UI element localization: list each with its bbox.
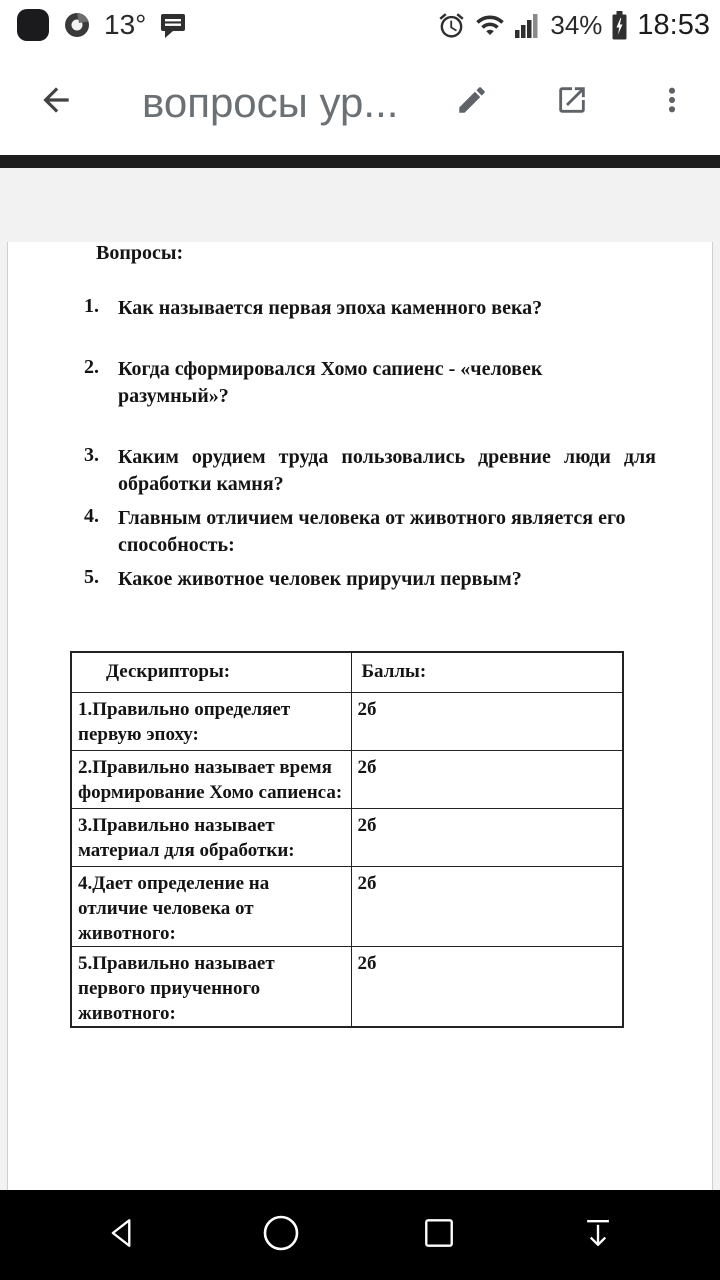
- table-row: [71, 866, 623, 946]
- more-vert-icon: [656, 84, 688, 121]
- points-cell: 2б: [351, 946, 623, 1027]
- nav-home-icon: [259, 1211, 303, 1260]
- alarm-icon: [437, 11, 466, 40]
- question-text: Какое животное человек приручил первым?: [118, 568, 522, 590]
- header-points: Баллы:: [351, 652, 623, 692]
- back-arrow-icon: [37, 81, 75, 124]
- question-item: [84, 295, 656, 322]
- nav-home-button[interactable]: [255, 1209, 307, 1261]
- rubric-table: [70, 651, 624, 1028]
- open-in-new-icon: [555, 83, 589, 122]
- question-text: Когда сформировался Хомо сапиенс - «человек разумный»?: [118, 358, 543, 407]
- document-page: [7, 242, 713, 1190]
- pencil-icon: [455, 83, 489, 122]
- battery-icon: [611, 11, 628, 40]
- descriptor-cell: 2.Правильно называет время формирование Хомо сапиенса:: [71, 750, 351, 808]
- overflow-menu-button[interactable]: [650, 81, 694, 125]
- question-list: [84, 295, 656, 593]
- document-title: вопросы ур...: [142, 78, 399, 126]
- table-row: [71, 808, 623, 866]
- status-bar-left: [16, 8, 188, 42]
- wifi-icon: [475, 10, 505, 40]
- descriptor-cell: 4.Дает определение на отличие человека от животного:: [71, 866, 351, 946]
- nav-back-icon: [102, 1213, 142, 1258]
- temperature-text: 13°: [104, 9, 147, 40]
- doc-heading: Вопросы:: [96, 242, 184, 264]
- table-row: [71, 750, 623, 808]
- nav-back-button[interactable]: [96, 1209, 148, 1261]
- points-cell: 2б: [351, 866, 623, 946]
- question-item: [84, 566, 656, 593]
- header-descriptors: Дескрипторы:: [71, 652, 351, 692]
- status-bar-right: [437, 9, 710, 42]
- toolbar-divider: [0, 155, 720, 168]
- table-header-row: [71, 652, 623, 692]
- open-in-new-button[interactable]: [550, 81, 594, 125]
- app-notification-icon: [16, 8, 50, 42]
- nav-pulldown-button[interactable]: [572, 1209, 624, 1261]
- question-number: 4.: [84, 505, 99, 527]
- descriptor-cell: 1.Правильно определяет первую эпоху:: [71, 692, 351, 750]
- android-nav-bar: [0, 1190, 720, 1280]
- question-item: [84, 444, 656, 498]
- signal-strength-icon: [514, 12, 541, 39]
- nav-recents-icon: [419, 1213, 459, 1258]
- app-bar-actions: [450, 81, 694, 125]
- nav-recents-button[interactable]: [413, 1209, 465, 1261]
- edit-button[interactable]: [450, 81, 494, 125]
- points-cell: 2б: [351, 750, 623, 808]
- question-text: Каким орудием труда пользовались древние люди для обработки камня?: [118, 446, 656, 495]
- descriptor-cell: 5.Правильно называет первого приученного животного:: [71, 946, 351, 1027]
- question-number: 1.: [84, 295, 99, 317]
- points-cell: 2б: [351, 808, 623, 866]
- question-item: [84, 505, 656, 559]
- question-number: 2.: [84, 356, 99, 378]
- document-viewport[interactable]: [0, 168, 720, 1190]
- descriptor-cell: 3.Правильно называет материал для обработки:: [71, 808, 351, 866]
- table-row: [71, 946, 623, 1027]
- clock-text: 18:53: [637, 8, 710, 41]
- battery-percent-text: 34%: [550, 9, 603, 40]
- back-button[interactable]: [28, 75, 84, 131]
- question-number: 5.: [84, 566, 99, 588]
- message-icon: [158, 10, 188, 40]
- app-bar: [0, 50, 720, 155]
- question-number: 3.: [84, 444, 99, 466]
- question-text: Главным отличием человека от животного является его способность:: [118, 507, 626, 556]
- arrow-down-from-bar-icon: [578, 1213, 618, 1258]
- status-bar: [0, 0, 720, 50]
- question-item: [84, 356, 656, 410]
- table-row: [71, 692, 623, 750]
- question-text: Как называется первая эпоха каменного века?: [118, 297, 543, 319]
- chrome-icon: [62, 10, 92, 40]
- points-cell: 2б: [351, 692, 623, 750]
